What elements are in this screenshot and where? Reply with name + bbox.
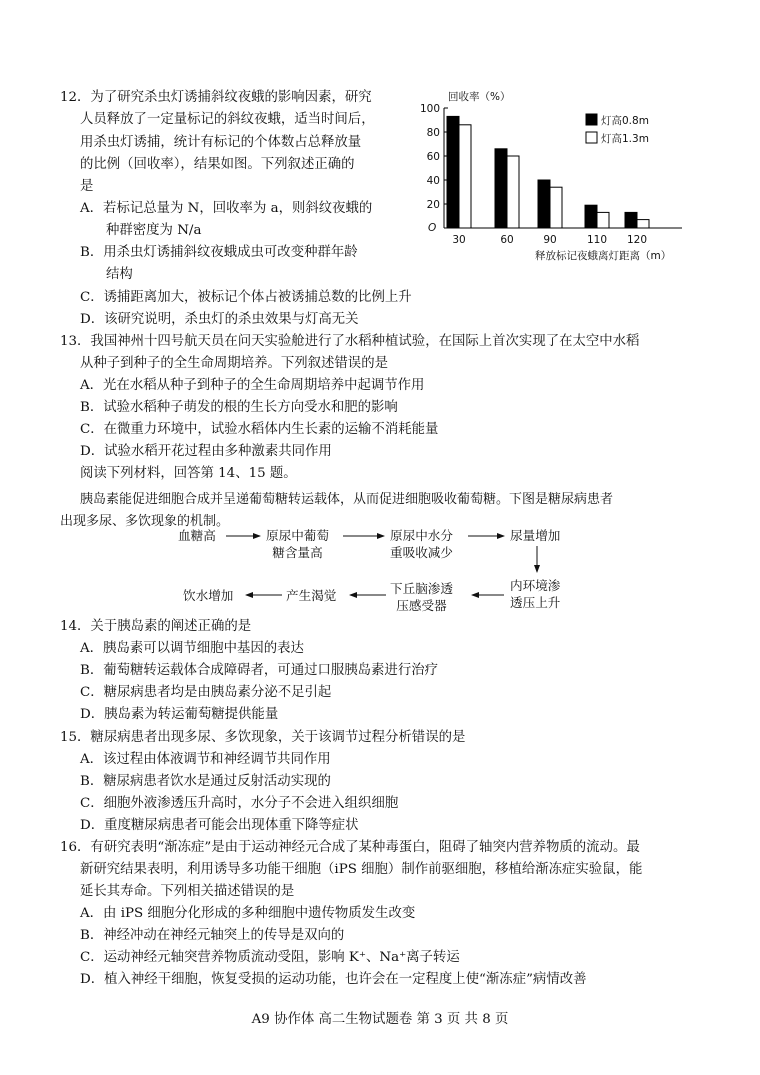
material-line-2: 出现多尿、多饮现象的机制。 xyxy=(60,514,230,529)
q12-stem-line-1: 12．为了研究杀虫灯诱捕斜纹夜蛾的影响因素，研究 xyxy=(60,90,372,105)
material-line-1: 胰岛素能促进细胞合成并呈递葡萄糖转运载体，从而促进细胞吸收葡萄糖。下图是糖尿病患者 xyxy=(80,492,614,507)
q16-option-a: A．由 iPS 细胞分化形成的多种细胞中遗传物质发生改变 xyxy=(80,906,416,921)
q12-stem-line-3: 用杀虫灯诱捕，统计有标记的个体数占总释放量 xyxy=(80,135,362,150)
q13-option-d: D．试验水稻开花过程由多种激素共同作用 xyxy=(80,444,332,459)
q15-option-a: A．该过程由体液调节和神经调节共同作用 xyxy=(80,752,331,767)
q14-option-a: A．胰岛素可以调节细胞中基因的表达 xyxy=(80,641,304,656)
legend-label: 灯高0.8m xyxy=(601,115,649,127)
q14-stem: 14．关于胰岛素的阐述正确的是 xyxy=(60,619,252,634)
q14-option-d: D．胰岛素为转运葡萄糖提供能量 xyxy=(80,707,279,722)
y-tick-label: 20 xyxy=(426,199,440,211)
q16-option-b: B．神经冲动在神经元轴突上的传导是双向的 xyxy=(80,928,345,943)
q16-option-d: D．植入神经干细胞，恢复受损的运动功能，也许会在一定程度上使“渐冻症”病情改善 xyxy=(80,972,587,987)
q15-option-b: B．糖尿病患者饮水是通过反射活动实现的 xyxy=(80,774,331,789)
q16-stem-line-3: 延长其寿命。下列相关描述错误的是 xyxy=(80,884,295,899)
flow-node-hypothalamus-osmoreceptor: 下丘脑渗透 压感受器 xyxy=(390,581,453,613)
q16-option-c: C．运动神经元轴突营养物质流动受阻，影响 K⁺、Na⁺离子转运 xyxy=(80,950,460,965)
q12-stem-line-2: 人员释放了一定量标记的斜纹夜蛾，适当时间后， xyxy=(80,112,375,127)
q12-stem-line-4: 的比例（回收率），结果如图。下列叙述正确的 xyxy=(80,157,355,172)
flow-node-osmolarity-up: 内环境渗 透压上升 xyxy=(510,578,561,610)
x-tick-label: 120 xyxy=(626,234,648,246)
reading-note: 阅读下列材料，回答第 14、15 题。 xyxy=(80,466,297,481)
flow-node-water-reabsorption-low: 原尿中水分 重吸收减少 xyxy=(390,528,453,560)
flow-node-urine-glucose-high: 原尿中葡萄 糖含量高 xyxy=(266,528,329,560)
x-axis-title: 释放标记夜蛾离灯距离（m） xyxy=(535,250,672,262)
y-axis-title: 回收率（%） xyxy=(448,91,511,103)
legend-label: 灯高1.3m xyxy=(601,133,649,145)
q15-option-c: C．细胞外液渗透压升高时，水分子不会进入组织细胞 xyxy=(80,796,399,811)
y-tick-label: 40 xyxy=(426,175,440,187)
q12-option-a: A．若标记总量为 N，回收率为 a，则斜纹夜蛾的 xyxy=(80,201,373,216)
x-tick-label: 60 xyxy=(500,234,514,246)
q12-option-c: C．诱捕距离加大，被标记个体占被诱捕总数的比例上升 xyxy=(80,290,412,305)
y-tick-label: 80 xyxy=(426,127,440,139)
q15-stem: 15．糖尿病患者出现多尿、多饮现象，关于该调节过程分析错误的是 xyxy=(60,730,466,745)
q12-stem-line-5: 是 xyxy=(80,179,94,194)
flow-node-drinking-up: 饮水增加 xyxy=(183,588,234,603)
q16-stem-line-1: 16．有研究表明“渐冻症”是由于运动神经元合成了某种毒蛋白，阻碍了轴突内营养物质的流动。最 xyxy=(60,840,640,855)
q13-stem-line-1: 13．我国神州十四号航天员在问天实验舱进行了水稻种植试验，在国际上首次实现了在太空中水稻 xyxy=(60,334,640,349)
origin-label: O xyxy=(428,222,437,234)
x-tick-label: 30 xyxy=(452,234,466,246)
q14-option-b: B．葡萄糖转运载体合成障碍者，可通过口服胰岛素进行治疗 xyxy=(80,663,438,678)
page-footer: A9 协作体 高二生物试题卷 第 3 页 共 8 页 xyxy=(251,1012,509,1027)
y-tick-label: 100 xyxy=(419,103,440,115)
flow-node-urine-volume-up: 尿量增加 xyxy=(510,528,561,543)
q12-option-d: D．该研究说明，杀虫灯的杀虫效果与灯高无关 xyxy=(80,312,359,327)
q12-option-a-cont: 种群密度为 N/a xyxy=(106,223,202,238)
flow-node-blood-glucose-high: 血糖高 xyxy=(178,528,216,543)
flow-node-thirst: 产生渴觉 xyxy=(286,588,337,603)
x-tick-label: 110 xyxy=(586,234,608,246)
q13-option-c: C．在微重力环境中，试验水稻体内生长素的运输不消耗能量 xyxy=(80,422,439,437)
y-tick-label: 60 xyxy=(426,151,440,163)
q13-option-a: A．光在水稻从种子到种子的全生命周期培养中起调节作用 xyxy=(80,378,425,393)
q12-option-b: B．用杀虫灯诱捕斜纹夜蛾成虫可改变种群年龄 xyxy=(80,245,358,260)
q13-stem-line-2: 从种子到种子的全生命周期培养。下列叙述错误的是 xyxy=(80,356,388,371)
q13-option-b: B．试验水稻种子萌发的根的生长方向受水和肥的影响 xyxy=(80,400,398,415)
q12-option-b-cont: 结构 xyxy=(106,267,133,282)
q16-stem-line-2: 新研究结果表明，利用诱导多功能干细胞（iPS 细胞）制作前驱细胞，移植给渐冻症实验鼠，能 xyxy=(80,862,643,877)
q14-option-c: C．糖尿病患者均是由胰岛素分泌不足引起 xyxy=(80,685,332,700)
q15-option-d: D．重度糖尿病患者可能会出现体重下降等症状 xyxy=(80,818,359,833)
x-tick-label: 90 xyxy=(543,234,557,246)
